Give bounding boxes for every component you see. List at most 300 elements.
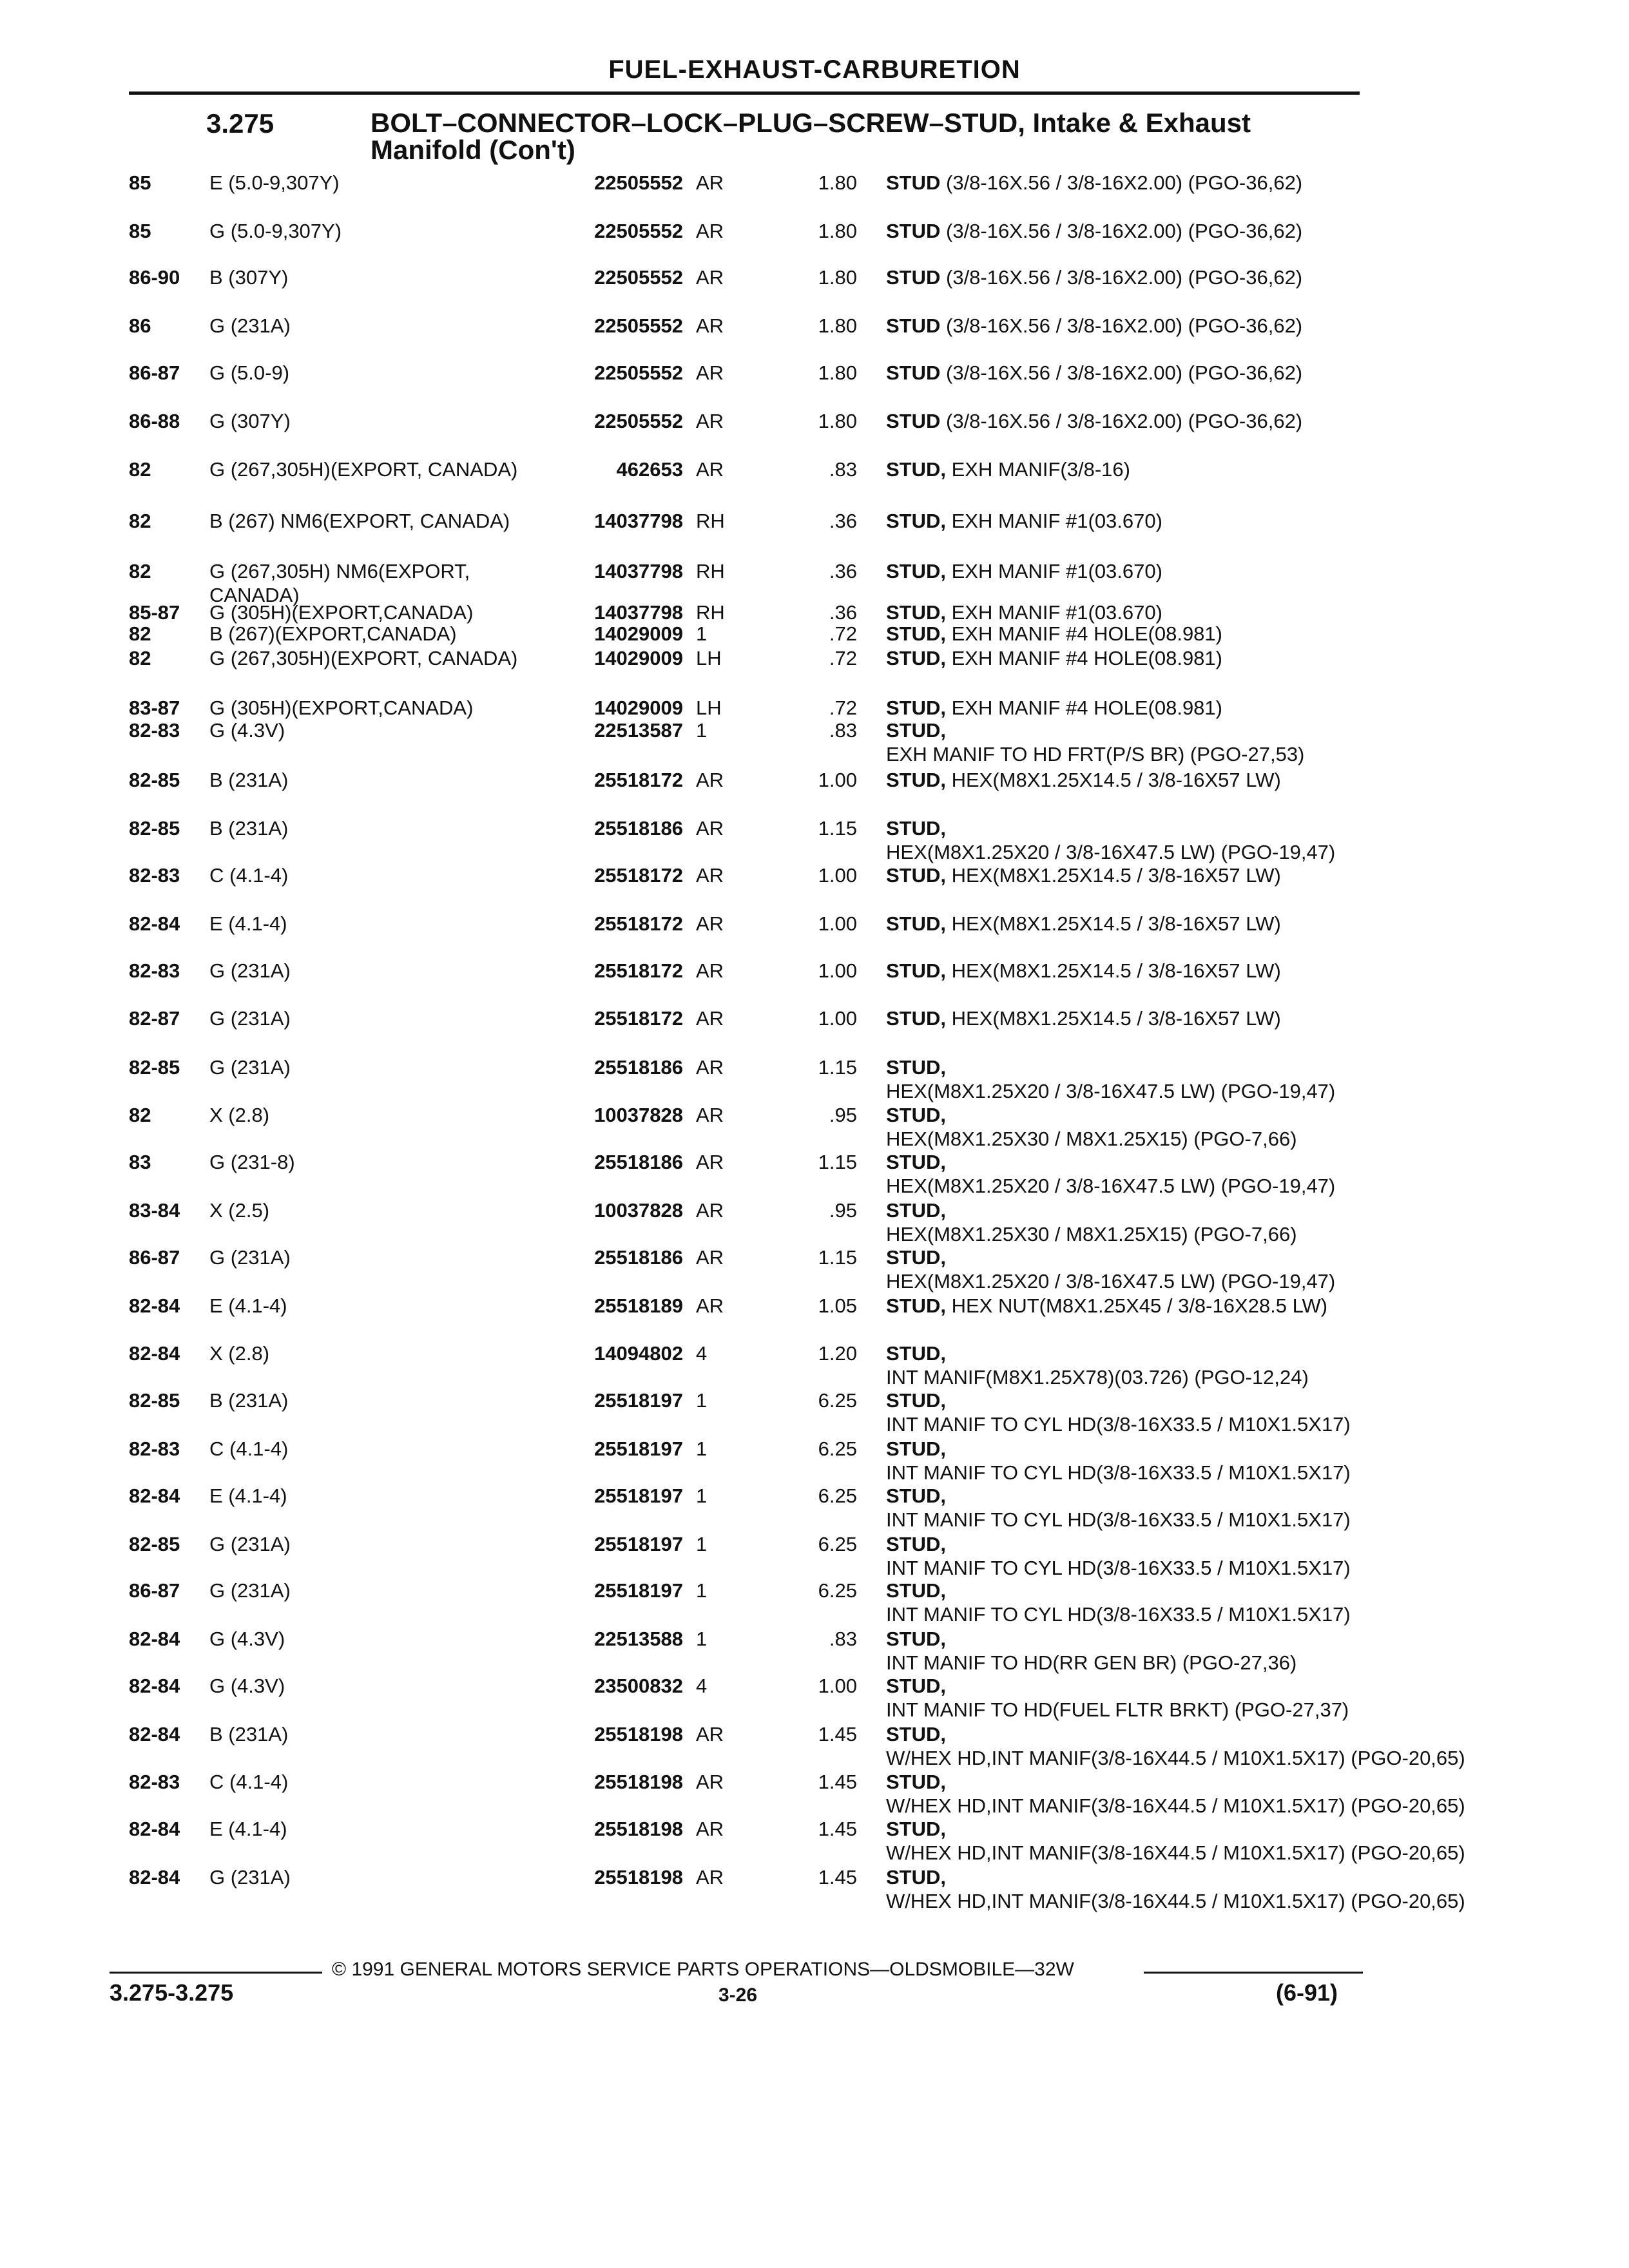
- row-part-number: 22513587: [594, 719, 683, 742]
- row-part-number: 14029009: [594, 697, 683, 719]
- row-description-text: HEX(M8X1.25X30 / M8X1.25X15) (PGO-7,66): [886, 1128, 1297, 1150]
- row-description-lead: STUD,: [886, 1294, 946, 1317]
- row-part-number: 25518198: [594, 1866, 683, 1888]
- row-model: E (4.1-4): [209, 912, 287, 935]
- row-year: 82: [129, 458, 151, 481]
- row-description-lead: STUD: [886, 220, 941, 242]
- row-quantity: RH: [696, 601, 725, 624]
- section-title-line2: Manifold (Con't): [371, 135, 575, 165]
- table-row: [0, 1627, 1629, 1678]
- row-model: G (231A): [209, 959, 291, 982]
- row-description: [886, 1103, 1350, 1151]
- row-price: 1.20: [818, 1342, 857, 1365]
- row-model: G (4.3V): [209, 1628, 285, 1650]
- row-description-text: INT MANIF TO CYL HD(3/8-16X33.5 / M10X1.5X17): [886, 1508, 1351, 1531]
- row-quantity: AR: [696, 1723, 724, 1745]
- row-description-text: HEX(M8X1.25X14.5 / 3/8-16X57 LW): [946, 912, 1281, 935]
- row-part-number: 22505552: [594, 171, 683, 194]
- table-row: [0, 1674, 1629, 1725]
- row-description-text: W/HEX HD,INT MANIF(3/8-16X44.5 / M10X1.5X17) (PGO-20,65): [886, 1890, 1465, 1912]
- section-title-line1: BOLT–CONNECTOR–LOCK–PLUG–SCREW–STUD, Intake & Exhaust: [371, 108, 1251, 138]
- row-description: [886, 1150, 1350, 1198]
- row-quantity: 1: [696, 1437, 708, 1460]
- row-description: [886, 1865, 1465, 1913]
- row-price: .72: [829, 697, 857, 719]
- row-model: C (4.1-4): [209, 1437, 289, 1460]
- row-description-text: INT MANIF TO CYL HD(3/8-16X33.5 / M10X1.5X17): [886, 1461, 1351, 1484]
- row-description-lead: STUD,: [886, 1437, 946, 1460]
- row-year: 82-85: [129, 1533, 180, 1555]
- row-part-number: 25518186: [594, 817, 683, 840]
- row-model: X (2.8): [209, 1342, 270, 1365]
- row-model: X (2.5): [209, 1199, 270, 1222]
- row-price: 1.15: [818, 1246, 857, 1269]
- footer-page-number: 3-26: [718, 1984, 758, 2006]
- row-description-text: EXH MANIF #1(03.670): [946, 560, 1162, 582]
- row-quantity: AR: [696, 410, 724, 432]
- table-row: [0, 1817, 1629, 1869]
- row-year: 82-84: [129, 1485, 180, 1507]
- row-part-number: 23500832: [594, 1675, 683, 1697]
- row-description: [886, 457, 1350, 481]
- row-description-text: (3/8-16X.56 / 3/8-16X2.00) (PGO-36,62): [940, 266, 1303, 289]
- row-quantity: AR: [696, 1246, 724, 1269]
- row-year: 82-84: [129, 1628, 180, 1650]
- row-description: [886, 509, 1350, 533]
- table-row: [0, 314, 1629, 365]
- row-price: .95: [829, 1104, 857, 1126]
- row-model: G (4.3V): [209, 1675, 285, 1697]
- row-description: [886, 959, 1350, 983]
- row-part-number: 25518197: [594, 1437, 683, 1460]
- table-row: [0, 1532, 1629, 1584]
- row-year: 82-84: [129, 1675, 180, 1697]
- row-description-text: EXH MANIF(3/8-16): [946, 458, 1130, 481]
- table-row: [0, 1103, 1629, 1155]
- row-year: 82-83: [129, 864, 180, 887]
- row-description-text: (3/8-16X.56 / 3/8-16X2.00) (PGO-36,62): [940, 314, 1303, 337]
- row-description-lead: STUD,: [886, 510, 946, 532]
- row-year: 86-87: [129, 361, 180, 384]
- row-description-lead: STUD,: [886, 1485, 946, 1507]
- row-part-number: 10037828: [594, 1104, 683, 1126]
- row-year: 82-87: [129, 1007, 180, 1030]
- row-description-lead: STUD,: [886, 458, 946, 481]
- row-price: 1.80: [818, 361, 857, 384]
- row-model: G (231-8): [209, 1151, 295, 1173]
- table-row: [0, 409, 1629, 461]
- row-year: 83-84: [129, 1199, 180, 1222]
- row-quantity: 1: [696, 1628, 708, 1650]
- table-row: [0, 1294, 1629, 1345]
- row-year: 83-87: [129, 697, 180, 719]
- row-description-text: EXH MANIF TO HD FRT(P/S BR) (PGO-27,53): [886, 743, 1305, 765]
- row-model: B (267)(EXPORT,CANADA): [209, 622, 457, 645]
- row-model: E (4.1-4): [209, 1294, 287, 1317]
- row-description-text: W/HEX HD,INT MANIF(3/8-16X44.5 / M10X1.5X17) (PGO-20,65): [886, 1841, 1465, 1864]
- row-price: 1.00: [818, 912, 857, 935]
- row-description-lead: STUD,: [886, 817, 946, 840]
- row-model: G (231A): [209, 1056, 291, 1079]
- row-year: 82-85: [129, 769, 180, 791]
- row-description: [886, 409, 1350, 433]
- row-part-number: 22505552: [594, 220, 683, 242]
- row-price: 1.15: [818, 817, 857, 840]
- row-part-number: 25518172: [594, 1007, 683, 1030]
- row-description: [886, 646, 1350, 670]
- row-price: .72: [829, 647, 857, 669]
- row-description: [886, 559, 1350, 583]
- row-description-lead: STUD,: [886, 1342, 946, 1365]
- row-price: 1.45: [818, 1866, 857, 1888]
- row-quantity: AR: [696, 458, 724, 481]
- row-price: 1.80: [818, 410, 857, 432]
- row-model: G (231A): [209, 1866, 291, 1888]
- table-row: [0, 1006, 1629, 1058]
- row-model: C (4.1-4): [209, 864, 289, 887]
- row-description-text: INT MANIF(M8X1.25X78)(03.726) (PGO-12,24): [886, 1366, 1309, 1389]
- row-description: [886, 622, 1350, 646]
- row-price: .36: [829, 601, 857, 624]
- row-price: 1.80: [818, 314, 857, 337]
- row-year: 82-83: [129, 959, 180, 982]
- section-title: [371, 110, 1376, 164]
- footer-rule-right: [1144, 1972, 1363, 1974]
- row-description-lead: STUD,: [886, 1389, 946, 1412]
- row-description-text: INT MANIF TO HD(RR GEN BR) (PGO-27,36): [886, 1651, 1297, 1674]
- row-year: 82-84: [129, 1866, 180, 1888]
- row-description-text: HEX(M8X1.25X14.5 / 3/8-16X57 LW): [946, 959, 1281, 982]
- row-quantity: AR: [696, 1199, 724, 1222]
- table-row: [0, 718, 1629, 770]
- row-part-number: 22513588: [594, 1628, 683, 1650]
- row-description-lead: STUD,: [886, 560, 946, 582]
- row-year: 85-87: [129, 601, 180, 624]
- row-description-text: EXH MANIF #4 HOLE(08.981): [946, 622, 1222, 645]
- row-model: B (231A): [209, 769, 289, 791]
- row-description-lead: STUD,: [886, 697, 946, 719]
- row-model: G (231A): [209, 314, 291, 337]
- table-row: [0, 1484, 1629, 1535]
- row-quantity: AR: [696, 959, 724, 982]
- row-year: 82-85: [129, 1389, 180, 1412]
- row-year: 86-87: [129, 1579, 180, 1602]
- row-year: 82-85: [129, 1056, 180, 1079]
- row-year: 86-87: [129, 1246, 180, 1269]
- row-model: G (267,305H) NM6(EXPORT, CANADA): [209, 560, 470, 606]
- row-description: [886, 1055, 1350, 1103]
- row-part-number: 14037798: [594, 601, 683, 624]
- row-description-lead: STUD,: [886, 1246, 946, 1269]
- row-description-lead: STUD,: [886, 1199, 946, 1222]
- row-description: [886, 1389, 1350, 1436]
- row-part-number: 462653: [616, 458, 683, 481]
- table-row: [0, 265, 1629, 317]
- row-price: .83: [829, 719, 857, 742]
- row-part-number: 25518172: [594, 912, 683, 935]
- row-quantity: AR: [696, 1056, 724, 1079]
- row-price: 1.15: [818, 1151, 857, 1173]
- row-model: E (4.1-4): [209, 1818, 287, 1840]
- row-description: [886, 1341, 1350, 1389]
- table-row: [0, 1722, 1629, 1774]
- row-description-lead: STUD,: [886, 622, 946, 645]
- row-description: [886, 1579, 1350, 1626]
- row-quantity: 4: [696, 1342, 708, 1365]
- row-year: 86: [129, 314, 151, 337]
- row-quantity: 1: [696, 1533, 708, 1555]
- row-part-number: 14029009: [594, 622, 683, 645]
- row-description-text: (3/8-16X.56 / 3/8-16X2.00) (PGO-36,62): [940, 361, 1303, 384]
- row-description: [886, 718, 1350, 766]
- table-row: [0, 863, 1629, 915]
- row-price: .72: [829, 622, 857, 645]
- row-price: 6.25: [818, 1485, 857, 1507]
- row-description: [886, 1006, 1350, 1030]
- row-description-lead: STUD,: [886, 1151, 946, 1173]
- row-price: 1.45: [818, 1723, 857, 1745]
- row-description: [886, 314, 1350, 338]
- row-description-text: HEX NUT(M8X1.25X45 / 3/8-16X28.5 LW): [946, 1294, 1328, 1317]
- row-quantity: AR: [696, 1866, 724, 1888]
- row-description-text: W/HEX HD,INT MANIF(3/8-16X44.5 / M10X1.5X17) (PGO-20,65): [886, 1794, 1465, 1817]
- row-description-lead: STUD,: [886, 1723, 946, 1745]
- row-year: 85: [129, 171, 151, 194]
- row-description: [886, 816, 1350, 864]
- table-row: [0, 1055, 1629, 1107]
- row-description: [886, 696, 1350, 720]
- row-model: G (231A): [209, 1007, 291, 1030]
- row-description: [886, 265, 1350, 289]
- table-row: [0, 1770, 1629, 1821]
- row-description-text: HEX(M8X1.25X20 / 3/8-16X47.5 LW) (PGO-19,47): [886, 1175, 1336, 1197]
- row-model: G (231A): [209, 1579, 291, 1602]
- footer-date: (6-91): [1276, 1979, 1338, 2006]
- row-part-number: 22505552: [594, 410, 683, 432]
- row-part-number: 25518186: [594, 1246, 683, 1269]
- row-price: .36: [829, 560, 857, 582]
- row-model: G (4.3V): [209, 719, 285, 742]
- row-quantity: AR: [696, 1151, 724, 1173]
- row-part-number: 25518198: [594, 1818, 683, 1840]
- row-description-text: HEX(M8X1.25X20 / 3/8-16X47.5 LW) (PGO-19,47): [886, 841, 1336, 863]
- row-description: [886, 1770, 1465, 1818]
- row-description-text: HEX(M8X1.25X14.5 / 3/8-16X57 LW): [946, 769, 1281, 791]
- row-description: [886, 1294, 1350, 1318]
- row-description-lead: STUD: [886, 266, 941, 289]
- row-quantity: AR: [696, 314, 724, 337]
- row-description-lead: STUD: [886, 410, 941, 432]
- row-part-number: 14029009: [594, 647, 683, 669]
- row-price: 1.45: [818, 1818, 857, 1840]
- row-quantity: 4: [696, 1675, 708, 1697]
- row-year: 82-84: [129, 1723, 180, 1745]
- row-description-text: EXH MANIF #4 HOLE(08.981): [946, 647, 1222, 669]
- row-model: B (307Y): [209, 266, 289, 289]
- row-quantity: AR: [696, 1294, 724, 1317]
- row-description-lead: STUD,: [886, 1866, 946, 1888]
- row-year: 86-88: [129, 410, 180, 432]
- table-row: [0, 1865, 1629, 1917]
- row-part-number: 25518198: [594, 1723, 683, 1745]
- row-description-lead: STUD,: [886, 912, 946, 935]
- row-year: 82-84: [129, 1294, 180, 1317]
- row-description: [886, 912, 1350, 936]
- row-part-number: 10037828: [594, 1199, 683, 1222]
- row-price: 1.00: [818, 769, 857, 791]
- table-row: [0, 1437, 1629, 1488]
- row-quantity: AR: [696, 220, 724, 242]
- row-model: E (4.1-4): [209, 1485, 287, 1507]
- row-description-text: (3/8-16X.56 / 3/8-16X2.00) (PGO-36,62): [940, 171, 1303, 194]
- row-model: G (267,305H)(EXPORT, CANADA): [209, 458, 518, 481]
- row-description: [886, 171, 1350, 195]
- row-quantity: AR: [696, 1007, 724, 1030]
- row-year: 86-90: [129, 266, 180, 289]
- row-year: 82: [129, 510, 151, 532]
- row-model: E (5.0-9,307Y): [209, 171, 340, 194]
- row-year: 82: [129, 1104, 151, 1126]
- table-row: [0, 509, 1629, 561]
- row-description: [886, 1532, 1350, 1580]
- row-description-lead: STUD,: [886, 719, 946, 742]
- row-part-number: 25518172: [594, 959, 683, 982]
- row-description: [886, 1627, 1350, 1675]
- row-description-text: HEX(M8X1.25X14.5 / 3/8-16X57 LW): [946, 864, 1281, 887]
- table-row: [0, 959, 1629, 1010]
- row-model: G (305H)(EXPORT,CANADA): [209, 697, 474, 719]
- row-description-text: EXH MANIF #1(03.670): [946, 601, 1162, 624]
- row-model: G (231A): [209, 1533, 291, 1555]
- footer-rule-left: [110, 1972, 322, 1974]
- row-model: X (2.8): [209, 1104, 270, 1126]
- table-row: [0, 912, 1629, 963]
- row-description-text: INT MANIF TO CYL HD(3/8-16X33.5 / M10X1.5X17): [886, 1413, 1351, 1436]
- table-row: [0, 1341, 1629, 1393]
- row-quantity: 1: [696, 1579, 708, 1602]
- row-description-lead: STUD,: [886, 959, 946, 982]
- row-description-lead: STUD,: [886, 1675, 946, 1697]
- row-quantity: RH: [696, 560, 725, 582]
- row-description-text: INT MANIF TO CYL HD(3/8-16X33.5 / M10X1.5X17): [886, 1557, 1351, 1579]
- row-description-lead: STUD: [886, 171, 941, 194]
- row-description-text: (3/8-16X.56 / 3/8-16X2.00) (PGO-36,62): [940, 220, 1303, 242]
- row-part-number: 25518186: [594, 1151, 683, 1173]
- row-price: .83: [829, 1628, 857, 1650]
- row-description-lead: STUD,: [886, 1628, 946, 1650]
- row-description-lead: STUD,: [886, 1056, 946, 1079]
- page-title: FUEL-EXHAUST-CARBURETION: [608, 55, 1021, 84]
- row-description-lead: STUD,: [886, 1579, 946, 1602]
- row-model: G (231A): [209, 1246, 291, 1269]
- footer-copyright: © 1991 GENERAL MOTORS SERVICE PARTS OPERATIONS—OLDSMOBILE—32W: [332, 1959, 1074, 1980]
- table-row: [0, 1389, 1629, 1440]
- row-description: [886, 863, 1350, 887]
- row-year: 82-84: [129, 1818, 180, 1840]
- row-quantity: AR: [696, 769, 724, 791]
- row-year: 82-83: [129, 1437, 180, 1460]
- table-row: [0, 171, 1629, 222]
- row-quantity: LH: [696, 697, 722, 719]
- row-model: G (267,305H)(EXPORT, CANADA): [209, 647, 518, 669]
- row-description: [886, 768, 1350, 792]
- row-part-number: 25518197: [594, 1533, 683, 1555]
- row-quantity: AR: [696, 1104, 724, 1126]
- row-quantity: AR: [696, 817, 724, 840]
- row-price: 1.00: [818, 864, 857, 887]
- row-description-lead: STUD,: [886, 1104, 946, 1126]
- row-price: 1.00: [818, 1675, 857, 1697]
- row-price: .95: [829, 1199, 857, 1222]
- row-model: B (231A): [209, 1723, 289, 1745]
- row-quantity: LH: [696, 647, 722, 669]
- row-part-number: 14037798: [594, 510, 683, 532]
- row-part-number: 25518172: [594, 864, 683, 887]
- row-description: [886, 1437, 1350, 1485]
- row-description: [886, 1722, 1465, 1770]
- row-quantity: 1: [696, 622, 708, 645]
- table-row: [0, 646, 1629, 698]
- row-price: 1.15: [818, 1056, 857, 1079]
- row-description: [886, 219, 1350, 243]
- row-quantity: AR: [696, 864, 724, 887]
- row-part-number: 25518197: [594, 1485, 683, 1507]
- row-description-lead: STUD,: [886, 1818, 946, 1840]
- row-price: 1.80: [818, 220, 857, 242]
- header-rule: [129, 91, 1360, 95]
- row-description: [886, 601, 1350, 624]
- row-price: 6.25: [818, 1533, 857, 1555]
- section-number: 3.275: [206, 108, 275, 139]
- row-price: .36: [829, 510, 857, 532]
- row-model: G (305H)(EXPORT,CANADA): [209, 601, 474, 624]
- row-model: B (231A): [209, 817, 289, 840]
- row-part-number: 14094802: [594, 1342, 683, 1365]
- row-year: 82: [129, 647, 151, 669]
- row-part-number: 25518197: [594, 1579, 683, 1602]
- row-description-lead: STUD,: [886, 1771, 946, 1793]
- row-description: [886, 1674, 1350, 1722]
- row-model: G (5.0-9,307Y): [209, 220, 342, 242]
- row-description-lead: STUD,: [886, 1533, 946, 1555]
- row-description-lead: STUD,: [886, 647, 946, 669]
- row-description-text: (3/8-16X.56 / 3/8-16X2.00) (PGO-36,62): [940, 410, 1303, 432]
- row-part-number: 14037798: [594, 560, 683, 582]
- row-price: 1.45: [818, 1771, 857, 1793]
- row-model: B (267) NM6(EXPORT, CANADA): [209, 510, 510, 532]
- row-year: 82-83: [129, 1771, 180, 1793]
- row-description-text: INT MANIF TO CYL HD(3/8-16X33.5 / M10X1.5X17): [886, 1603, 1351, 1626]
- row-description-text: HEX(M8X1.25X20 / 3/8-16X47.5 LW) (PGO-19,47): [886, 1270, 1336, 1293]
- row-part-number: 25518198: [594, 1771, 683, 1793]
- row-description: [886, 1817, 1465, 1865]
- row-part-number: 25518186: [594, 1056, 683, 1079]
- row-year: 83: [129, 1151, 151, 1173]
- row-year: 82-84: [129, 1342, 180, 1365]
- table-row: [0, 1198, 1629, 1250]
- row-year: 82: [129, 560, 151, 582]
- table-row: [0, 361, 1629, 412]
- row-year: 82-84: [129, 912, 180, 935]
- row-part-number: 25518197: [594, 1389, 683, 1412]
- row-model: G (5.0-9): [209, 361, 290, 384]
- row-quantity: AR: [696, 1818, 724, 1840]
- row-description-text: INT MANIF TO HD(FUEL FLTR BRKT) (PGO-27,37): [886, 1698, 1349, 1721]
- row-description-lead: STUD,: [886, 769, 946, 791]
- row-price: 1.80: [818, 266, 857, 289]
- footer-section-range: 3.275-3.275: [110, 1979, 234, 2006]
- row-description: [886, 1484, 1350, 1532]
